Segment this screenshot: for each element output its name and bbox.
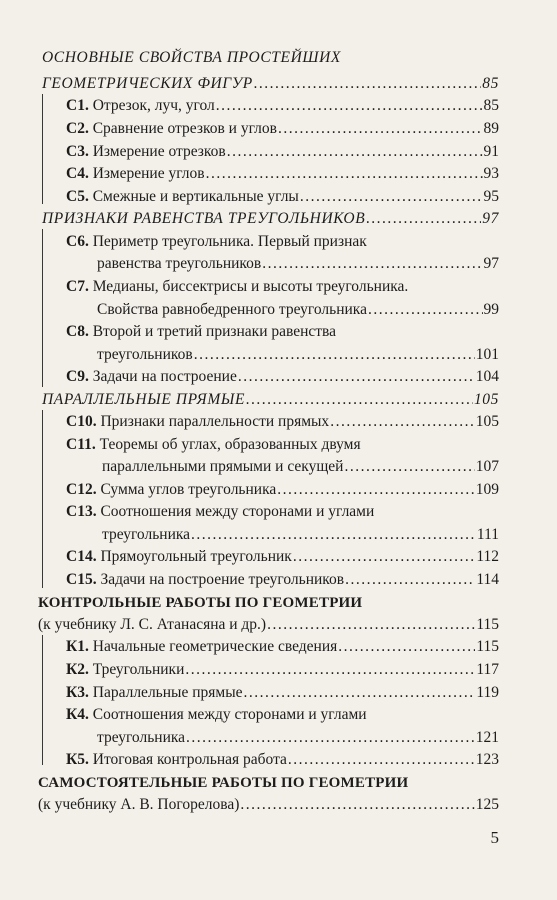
- toc-entry: С10. Признаки параллельности прямых ..... 105: [66, 412, 499, 432]
- toc-entry: С2. Сравнение отрезков и углов ..... 89: [66, 119, 499, 139]
- toc-entry: (к учебнику Л. С. Атанасяна и др.) ..... 115: [38, 615, 499, 635]
- toc-entry: (к учебнику А. В. Погорелова) ..... 125: [38, 795, 499, 815]
- toc-entry: С5. Смежные и вертикальные углы ..... 95: [66, 187, 499, 207]
- leader-dots: [206, 164, 483, 184]
- leader-dots: [254, 74, 481, 94]
- leader-dots: [262, 254, 482, 274]
- leader-dots: [238, 367, 475, 387]
- leader-dots: [243, 683, 475, 703]
- toc-entry: треугольников ..... 101: [97, 345, 499, 365]
- toc-entry: параллельными прямыми и секущей ..... 107: [102, 457, 499, 477]
- toc-entry: ГЕОМЕТРИЧЕСКИХ ФИГУР ..... 85: [42, 74, 499, 94]
- leader-dots: [267, 615, 475, 635]
- leader-dots: [227, 142, 483, 162]
- toc-entry: С6. Периметр треугольника. Первый признак: [66, 233, 367, 250]
- leader-dots: [240, 795, 474, 815]
- leader-dots: [300, 187, 483, 207]
- leader-dots: [344, 457, 474, 477]
- toc-entry: С9. Задачи на построение ..... 104: [66, 367, 499, 387]
- toc-entry: равенства треугольников ..... 97: [97, 254, 499, 274]
- toc-entry: С13. Соотношения между сторонами и углами: [66, 503, 375, 520]
- toc-entry: треугольника ..... 121: [97, 728, 499, 748]
- leader-dots: [186, 728, 475, 748]
- toc-entry: С15. Задачи на построение треугольников ..... 114: [66, 570, 499, 590]
- leader-dots: [368, 300, 483, 320]
- leader-dots: [366, 209, 481, 229]
- toc-entry: С8. Второй и третий признаки равенства: [66, 323, 337, 340]
- leader-dots: [191, 525, 476, 545]
- section-bracket: [42, 410, 43, 588]
- section-heading: ПРИЗНАКИ РАВЕНСТВА ТРЕУГОЛЬНИКОВ ..... 97: [42, 209, 499, 229]
- toc-entry: К4. Соотношения между сторонами и углами: [66, 706, 367, 723]
- page-number: 5: [490, 828, 499, 847]
- toc-entry: С7. Медианы, биссектрисы и высоты треугольника.: [66, 278, 409, 295]
- leader-dots: [194, 345, 475, 365]
- toc-entry: С14. Прямоугольный треугольник ..... 112: [66, 547, 499, 567]
- leader-dots: [330, 412, 475, 432]
- section-bracket: [42, 635, 43, 765]
- toc-entry: Свойства равнобедренного треугольника ..... 99: [97, 300, 499, 320]
- toc-entry: С12. Сумма углов треугольника ..... 109: [66, 480, 499, 500]
- leader-dots: [345, 570, 475, 590]
- leader-dots: [278, 119, 483, 139]
- section-heading: САМОСТОЯТЕЛЬНЫЕ РАБОТЫ ПО ГЕОМЕТРИИ: [38, 775, 409, 791]
- section-heading: ОСНОВНЫЕ СВОЙСТВА ПРОСТЕЙШИХ: [42, 49, 341, 66]
- section-bracket: [42, 229, 43, 387]
- toc-entry: К1. Начальные геометрические сведения ..... 115: [66, 637, 499, 657]
- section-heading: ПАРАЛЛЕЛЬНЫЕ ПРЯМЫЕ ..... 105: [42, 390, 499, 410]
- leader-dots: [277, 480, 474, 500]
- toc-entry: К3. Параллельные прямые ..... 119: [66, 683, 499, 703]
- section-bracket: [42, 94, 43, 204]
- leader-dots: [216, 96, 483, 116]
- leader-dots: [185, 660, 475, 680]
- toc-entry: С3. Измерение отрезков ..... 91: [66, 142, 499, 162]
- section-heading: КОНТРОЛЬНЫЕ РАБОТЫ ПО ГЕОМЕТРИИ: [38, 595, 363, 611]
- leader-dots: [246, 390, 473, 410]
- leader-dots: [288, 750, 475, 770]
- leader-dots: [293, 547, 475, 567]
- toc-entry: С11. Теоремы об углах, образованных двумя: [66, 436, 361, 453]
- toc-entry: К5. Итоговая контрольная работа ..... 123: [66, 750, 499, 770]
- leader-dots: [338, 637, 475, 657]
- toc-entry: С4. Измерение углов ..... 93: [66, 164, 499, 184]
- toc-entry: К2. Треугольники ..... 117: [66, 660, 499, 680]
- toc-entry: С1. Отрезок, луч, угол ..... 85: [66, 96, 499, 116]
- toc-entry: треугольника ..... 111: [102, 525, 499, 545]
